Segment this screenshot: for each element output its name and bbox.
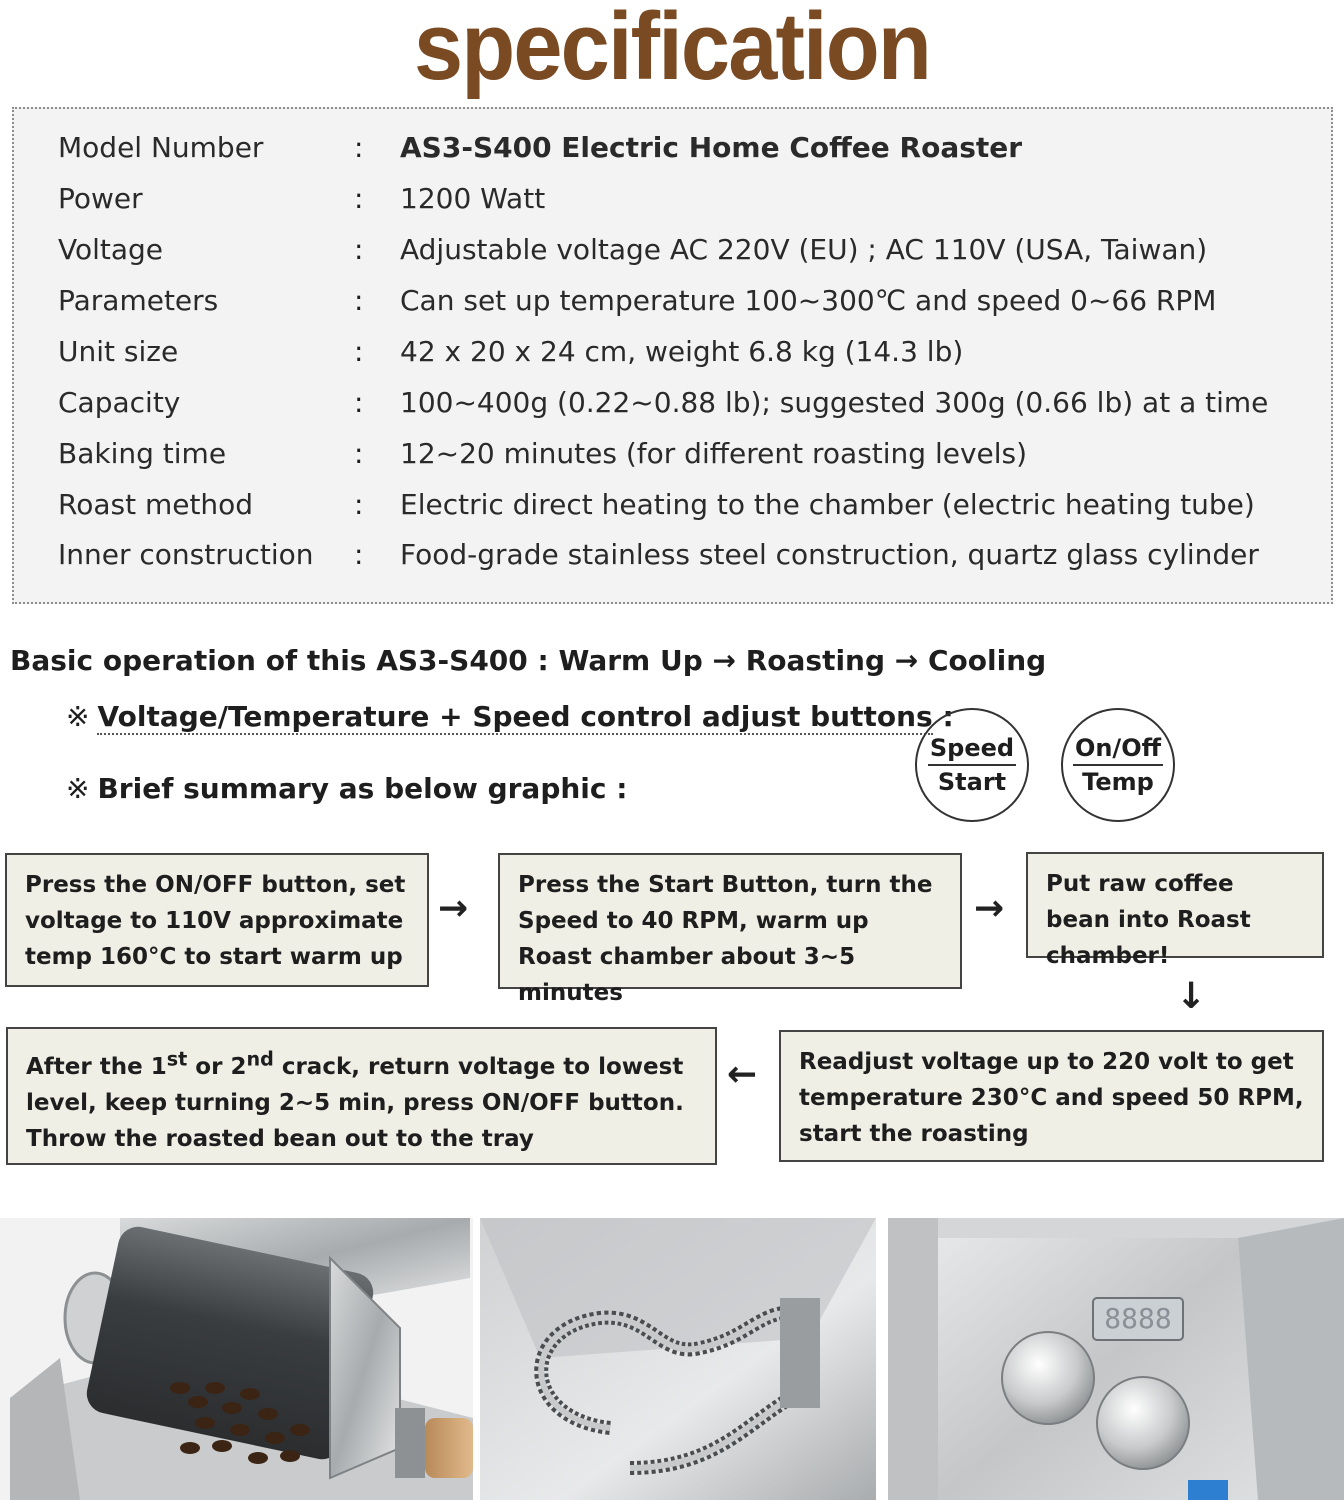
button-label-top: Speed xyxy=(928,732,1016,766)
spec-value: Food-grade stainless steel construction, quartz glass cylinder xyxy=(400,538,1259,571)
spec-colon: : xyxy=(354,182,364,215)
spec-value: 1200 Watt xyxy=(400,182,546,215)
control-panel-photo xyxy=(888,1218,1344,1500)
spec-table xyxy=(12,107,1333,604)
note-controls-suffix: : xyxy=(932,700,954,733)
right-arrow-icon: → xyxy=(974,888,1005,929)
note-summary xyxy=(66,772,627,805)
step-load-beans-box xyxy=(1026,852,1324,969)
display-readout: 8888 xyxy=(1104,1302,1172,1335)
step-text: Press the ON/OFF button, set voltage to 110V approximate temp 160°C to start warm up xyxy=(25,872,406,970)
step-roasting-box xyxy=(779,1030,1324,1162)
spec-colon: : xyxy=(354,538,364,571)
reference-mark: ※ xyxy=(66,700,90,733)
spec-value: Adjustable voltage AC 220V (EU) ; AC 110V (USA, Taiwan) xyxy=(400,233,1208,266)
spec-value: 42 x 20 x 24 cm, weight 6.8 kg (14.3 lb) xyxy=(400,335,964,368)
spec-colon: : xyxy=(354,437,364,470)
spec-colon: : xyxy=(354,335,364,368)
spec-label: Roast method xyxy=(58,488,254,521)
spec-colon: : xyxy=(354,284,364,317)
speed-start-button xyxy=(915,708,1029,822)
spec-label: Model Number xyxy=(58,131,264,164)
down-arrow-icon: ↓ xyxy=(1176,976,1207,1017)
spec-value: AS3-S400 Electric Home Coffee Roaster xyxy=(400,131,1023,164)
spec-label: Capacity xyxy=(58,386,181,419)
step-start-box xyxy=(498,853,962,1006)
spec-colon: : xyxy=(354,488,364,521)
spec-value: 12~20 minutes (for different roasting levels) xyxy=(400,437,1028,470)
spec-label: Power xyxy=(58,182,143,215)
ordinal-suffix: st xyxy=(166,1047,188,1070)
heating-tube-photo xyxy=(480,1218,876,1500)
ordinal-suffix: nd xyxy=(246,1047,274,1070)
step-text xyxy=(26,1047,684,1152)
basic-operation-heading: Basic operation of this AS3-S400 : Warm Up → Roasting → Cooling xyxy=(10,644,1047,677)
page-title: specification xyxy=(414,0,930,100)
spec-label: Inner construction xyxy=(58,538,314,571)
button-label-bottom: Temp xyxy=(1082,768,1154,796)
step-text: Press the Start Button, turn the Speed to 40 RPM, warm up Roast chamber about 3~5 minutes xyxy=(518,872,933,1006)
onoff-temp-button xyxy=(1061,708,1175,822)
spec-colon: : xyxy=(354,386,364,419)
right-arrow-icon: → xyxy=(438,888,469,929)
step-text: Put raw coffee bean into Roast chamber! xyxy=(1046,871,1251,969)
step-text: Readjust voltage up to 220 volt to get temperature 230°C and speed 50 RPM, start the roasting xyxy=(799,1049,1304,1147)
step-warm-up-box xyxy=(5,853,429,987)
spec-label: Unit size xyxy=(58,335,179,368)
roasting-drum-photo xyxy=(0,1218,473,1500)
step-text-part: or 2 xyxy=(187,1053,247,1080)
left-arrow-icon: ← xyxy=(727,1054,758,1095)
note-controls xyxy=(66,700,954,733)
spec-colon: : xyxy=(354,233,364,266)
spec-label: Parameters xyxy=(58,284,219,317)
button-label-bottom: Start xyxy=(937,768,1007,796)
spec-value: Electric direct heating to the chamber (electric heating tube) xyxy=(400,488,1255,521)
step-text-part: crack, return voltage to lowest level, keep turning 2~5 min, press ON/OFF button. Throw the roasted bean out to the tray xyxy=(26,1053,684,1152)
spec-value: 100~400g (0.22~0.88 lb); suggested 300g (0.66 lb) at a time xyxy=(400,386,1269,419)
reference-mark: ※ xyxy=(66,772,90,805)
spec-colon: : xyxy=(354,131,364,164)
spec-label: Voltage xyxy=(58,233,164,266)
spec-label: Baking time xyxy=(58,437,227,470)
note-controls-text: Voltage/Temperature + Speed control adjust buttons xyxy=(97,700,933,733)
spec-value: Can set up temperature 100~300℃ and speed 0~66 RPM xyxy=(400,284,1217,317)
button-label-top: On/Off xyxy=(1073,732,1163,766)
step-text-part: After the 1 xyxy=(26,1053,167,1080)
note-summary-text: Brief summary as below graphic : xyxy=(97,772,628,805)
step-cooling-box xyxy=(6,1027,717,1165)
